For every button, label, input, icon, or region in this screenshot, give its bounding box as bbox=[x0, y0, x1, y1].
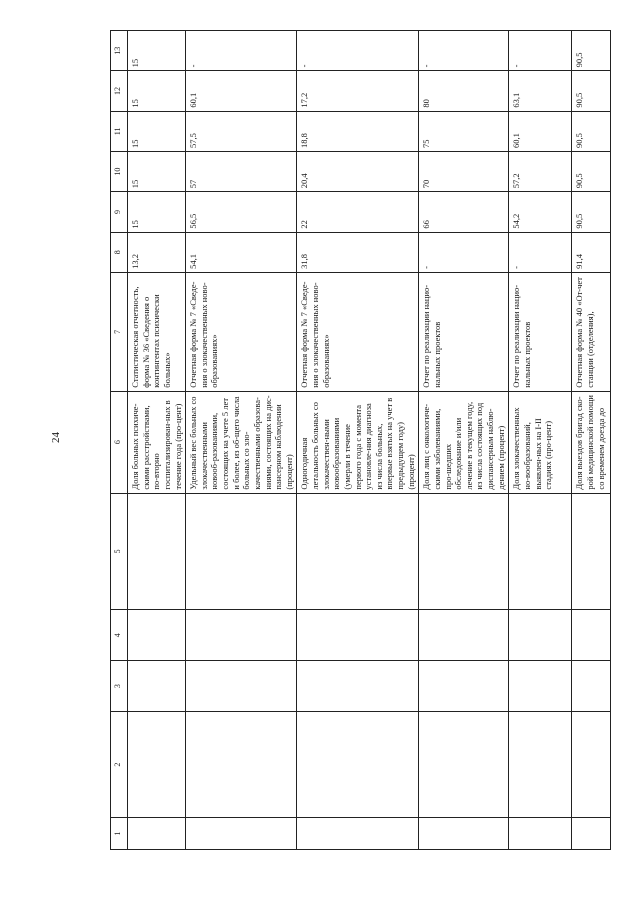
value-cell: 60,1 bbox=[509, 111, 572, 151]
value-cell: 91,4 bbox=[572, 232, 611, 272]
table-cell-empty bbox=[509, 610, 572, 661]
table-cell-empty bbox=[419, 712, 509, 818]
value-cell: - bbox=[297, 31, 419, 71]
table-row bbox=[419, 31, 509, 850]
value-cell: 90,5 bbox=[572, 111, 611, 151]
table-cell-empty bbox=[419, 493, 509, 610]
column-header: 1 bbox=[111, 818, 128, 850]
column-header: 6 bbox=[111, 391, 128, 493]
table-cell-empty bbox=[509, 661, 572, 712]
table-row bbox=[297, 31, 419, 850]
page-number: 24 bbox=[50, 432, 62, 443]
indicator-cell: Доля больных психиче-скими расстройствами, по-вторно госпитализирован-ных в течение года (про-цент) bbox=[128, 391, 186, 493]
source-cell: Статистическая отчетность, форма № 36 «Сведения о контингентах психически больных» bbox=[128, 272, 186, 391]
table-cell-empty bbox=[297, 610, 419, 661]
table-cell-empty bbox=[509, 712, 572, 818]
indicator-cell: Доля лиц с онкологиче-скими заболеваниями, про-шедших обследование и/или лечение в текущем году, из числа состоящих под диспансерным наблю-дением (процент) bbox=[419, 391, 509, 493]
value-cell: 15 bbox=[128, 71, 186, 111]
table-cell-empty bbox=[572, 610, 611, 661]
value-cell: - bbox=[419, 31, 509, 71]
value-cell: 57 bbox=[186, 151, 297, 191]
value-cell: 54,1 bbox=[186, 232, 297, 272]
table-row bbox=[186, 31, 297, 850]
column-header: 7 bbox=[111, 272, 128, 391]
table-cell-empty bbox=[186, 712, 297, 818]
value-cell: 60,1 bbox=[186, 71, 297, 111]
column-header: 13 bbox=[111, 31, 128, 71]
value-cell: - bbox=[186, 31, 297, 71]
value-cell: - bbox=[509, 31, 572, 71]
value-cell: 90,5 bbox=[572, 71, 611, 111]
value-cell: 15 bbox=[128, 111, 186, 151]
table-cell-empty bbox=[128, 712, 186, 818]
column-header: 8 bbox=[111, 232, 128, 272]
column-header: 12 bbox=[111, 71, 128, 111]
table-cell-empty bbox=[572, 493, 611, 610]
value-cell: 90,5 bbox=[572, 31, 611, 71]
table-cell-empty bbox=[186, 610, 297, 661]
table-cell-empty bbox=[186, 493, 297, 610]
value-cell: 31,8 bbox=[297, 232, 419, 272]
value-cell: 13,2 bbox=[128, 232, 186, 272]
indicator-cell: Доля злокачественных но-вообразований, выявлен-ных на I-II стадиях (про-цент) bbox=[509, 391, 572, 493]
column-header: 3 bbox=[111, 661, 128, 712]
source-cell: Отчет по реализации нацио-нальных проектов bbox=[419, 272, 509, 391]
table-cell-empty bbox=[128, 610, 186, 661]
value-cell: 90,5 bbox=[572, 151, 611, 191]
table-cell-empty bbox=[572, 712, 611, 818]
table-cell-empty bbox=[419, 818, 509, 850]
column-header: 2 bbox=[111, 712, 128, 818]
value-cell: 66 bbox=[419, 192, 509, 232]
value-cell: 17,2 bbox=[297, 71, 419, 111]
indicator-cell: Доля выездов бригад ско-рой медицинской помощи со временем доезда до bbox=[572, 391, 611, 493]
table-cell-empty bbox=[186, 818, 297, 850]
value-cell: 15 bbox=[128, 31, 186, 71]
column-header: 9 bbox=[111, 192, 128, 232]
value-cell: 15 bbox=[128, 151, 186, 191]
value-cell: - bbox=[509, 232, 572, 272]
table-cell-empty bbox=[572, 661, 611, 712]
value-cell: 57,2 bbox=[509, 151, 572, 191]
indicators-table bbox=[110, 30, 606, 850]
table-cell-empty bbox=[128, 818, 186, 850]
source-cell: Отчетная форма № 40 «От-чет станции (отделения), bbox=[572, 272, 611, 391]
table-row bbox=[509, 31, 572, 850]
value-cell: 57,5 bbox=[186, 111, 297, 151]
value-cell: 63,1 bbox=[509, 71, 572, 111]
table-cell-empty bbox=[186, 661, 297, 712]
table-cell-empty bbox=[128, 661, 186, 712]
source-cell: Отчет по реализации нацио-нальных проектов bbox=[509, 272, 572, 391]
table-cell-empty bbox=[297, 493, 419, 610]
column-header: 4 bbox=[111, 610, 128, 661]
table-row bbox=[572, 31, 611, 850]
value-cell: 56,5 bbox=[186, 192, 297, 232]
table-cell-empty bbox=[297, 661, 419, 712]
column-header: 11 bbox=[111, 111, 128, 151]
value-cell: 75 bbox=[419, 111, 509, 151]
source-cell: Отчетная форма № 7 «Сведе-ния о злокачественных ново-образованиях» bbox=[297, 272, 419, 391]
table-cell-empty bbox=[128, 493, 186, 610]
value-cell: 54,2 bbox=[509, 192, 572, 232]
table-cell-empty bbox=[419, 661, 509, 712]
table-cell-empty bbox=[419, 610, 509, 661]
table-header-row bbox=[111, 31, 128, 850]
column-header: 5 bbox=[111, 493, 128, 610]
value-cell: 90,5 bbox=[572, 192, 611, 232]
table-cell-empty bbox=[509, 818, 572, 850]
value-cell: 15 bbox=[128, 192, 186, 232]
value-cell: 18,8 bbox=[297, 111, 419, 151]
value-cell: 20,4 bbox=[297, 151, 419, 191]
table-cell-empty bbox=[297, 818, 419, 850]
value-cell: 80 bbox=[419, 71, 509, 111]
column-header: 10 bbox=[111, 151, 128, 191]
value-cell: 22 bbox=[297, 192, 419, 232]
source-cell: Отчетная форма № 7 «Сведе-ния о злокачественных ново-образованиях» bbox=[186, 272, 297, 391]
indicator-cell: Одногодичная летальность больных со злокачествен-ными новообразованиями (умерли в течение первого года с момента установле-ния диагноза из числа больных, впервые взятых на учет в предыдущем году) (процент) bbox=[297, 391, 419, 493]
value-cell: - bbox=[419, 232, 509, 272]
table-cell-empty bbox=[572, 818, 611, 850]
table-cell-empty bbox=[509, 493, 572, 610]
table-cell-empty bbox=[297, 712, 419, 818]
table-row bbox=[128, 31, 186, 850]
indicator-cell: Удельный вес больных со злокачественными новооб-разованиями, состоящих на учете 5 лет и более, из об-щего числа больных со зло-качественными образова-ниями, состоящих на дис-пансерном наблюдении (процент) bbox=[186, 391, 297, 493]
value-cell: 70 bbox=[419, 151, 509, 191]
